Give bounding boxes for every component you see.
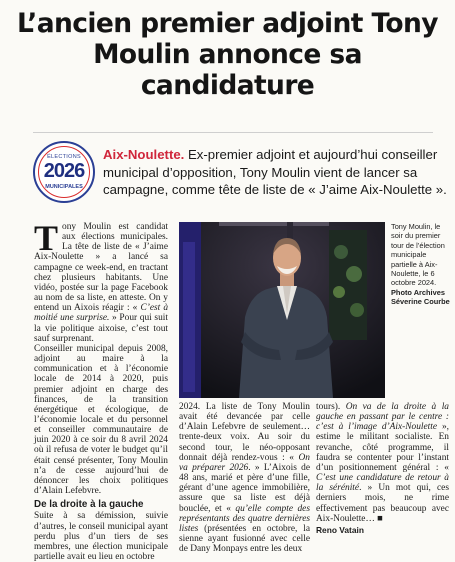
location-label: Aix-Noulette. [103,147,185,162]
standfirst [103,146,448,199]
photo-caption [391,222,451,307]
quote: qu’elle compte des représentants des quatre dernières listes [179,503,310,534]
paragraph-text: (présentées en octobre, la sienne ayant fusionné avec celle de Dany Monpays entre les deux [179,523,310,555]
paragraph-text: . » L’Aixois de 48 ans, marié et père d’une fille, gérant d’une agence immobilière, assure que sa liste est déjà bouclée, et « [179,462,310,514]
divider [33,132,433,133]
logo-year: 2026 [43,160,85,182]
quote: On va de la droite à la gauche en passant par le centre : c’est à l’image d’Aix-Noulette [316,402,449,433]
author-signature: Reno Vatain [316,524,364,535]
caption-text: Tony Moulin, le soir du premier tour de l’élection municipale partielle à Aix-Noulette, le 6 octobre 2024. [391,222,445,288]
elections-2026-logo [33,141,95,203]
article-column-2 [179,402,310,554]
quote: C’est à moitié une surprise. [34,303,169,324]
article-column-3 [316,402,449,535]
paragraph-text: 2024. La liste de Tony Moulin avait été devancée par celle d’Alain Lefebvre de seulement… trente-deux voix. Au soir du second tour, le néo-opposant donnait déjà rendez-vous : « [179,402,310,463]
drop-cap: T [34,218,59,258]
article-column-1 [34,218,169,562]
paragraph-text: . » Un mot qui, ces derniers mois, ne rime effectivement pas beaucoup avec Aix-Noulette… ■ [316,483,449,524]
paragraph: Suite à sa démission, suivie d’autres, le conseil municipal ayant perdu plus d’un tiers de ses membres, une élection municipale partielle avait eu lieu en octobre [34,511,168,562]
subheading: De la droite à la gauche [34,499,144,511]
logo-bottom-text: MUNICIPALES [45,184,83,190]
headline: L’ancien premier adjoint Tony Moulin annonce sa candidature [17,8,438,101]
paragraph-text: », estime le militant socialiste. En revanche, côté programme, il faudra se contenter pour l’instant d’un positionnement général : « [316,422,449,473]
paragraph-text: ony Moulin est candidat aux élections municipales. La tête de liste de « J’aime Aix-Noulette » a lancé sa campagne ce week-end, en tractant chez plusieurs habitants. Une vidéo, postée sur la page Facebook au nom de sa liste, en atteste. On y entend un Aixois réagir : « [34,222,168,314]
paragraph-text: tours). [316,402,346,412]
logo-top-text: ÉLECTIONS [47,154,81,160]
quote: On va préparer 2026 [179,452,310,473]
paragraph: Conseiller municipal depuis 2008, adjoint au maire à la communication et à l’économie locale de 2014 à 2020, puis premier adjoint en charge des finances, de la transition énergétique et écologique, de l’économie locale et du personnel et conseiller communautaire de juin 2020 à ce soir du 8 avril 2024 où il refusa de voter le budget qu’il était censé présenter, Tony Moulin n’a de cesse aujourd’hui de dénoncer les choix politiques d’Alain Lefebvre. [34,343,168,497]
quote: C’est une candidature de retour à la sérénité [316,473,449,494]
article-photo [179,222,385,398]
paragraph-text: » Pour qui suit la vie politique aixoise, c’est tout sauf surprenant. [34,313,168,344]
photo-credit: Photo Archives Séverine Courbe [391,287,450,307]
standfirst-text: Ex-premier adjoint et aujourd’hui conseiller municipal d’opposition, Tony Moulin vient de lancer sa campagne, comme tête de liste de « J’aime Aix-Noulette ». [103,147,447,197]
